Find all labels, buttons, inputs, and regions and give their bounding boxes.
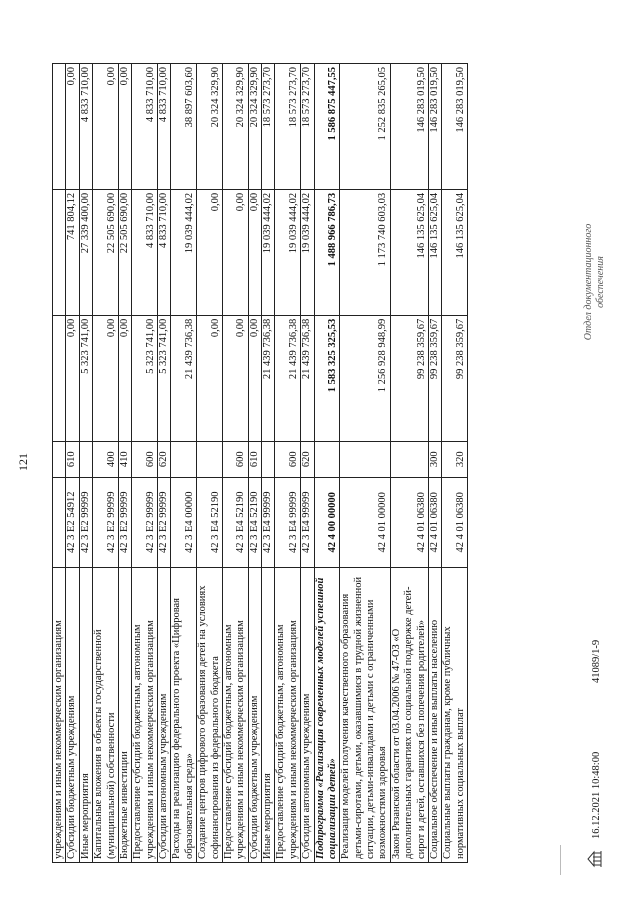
row-code: 42 3 E2 99999 (93, 477, 119, 567)
row-amount-2: 4 833 710,00 (158, 189, 171, 315)
row-name: Закон Рязанской области от 03.04.2006 № 47-ОЗ «О дополнительных гарантиях по социальной поддержке детей-сирот и детей, оставшихся без попечения родителей» (390, 567, 428, 862)
row-code: 42 3 E4 99999 (262, 477, 275, 567)
table-row (275, 64, 301, 863)
row-expense-type: 620 (158, 441, 171, 477)
row-amount-3 (53, 64, 66, 190)
row-name: Бюджетные инвестиции (118, 567, 131, 862)
row-amount-1: 5 323 741,00 (79, 315, 92, 441)
table-row (428, 64, 441, 863)
row-amount-2: 1 488 966 786,73 (314, 189, 340, 315)
row-name: Предоставление субсидий бюджетным, автономным учреждениям и иным некоммерческим организациям (275, 567, 301, 862)
row-amount-3: 1 252 835 265,05 (340, 64, 391, 190)
row-amount-3: 0,00 (118, 64, 131, 190)
row-code: 42 4 01 06380 (428, 477, 441, 567)
footer-date: 16.12.2021 10:48:00 (591, 751, 602, 839)
row-expense-type (314, 441, 340, 477)
row-code: 42 3 E4 99999 (301, 477, 314, 567)
row-name: Подпрограмма «Реализация современных моделей успешной социализации детей» (314, 567, 340, 862)
row-amount-3: 20 324 329,90 (222, 64, 248, 190)
row-amount-3: 18 573 273,70 (262, 64, 275, 190)
row-expense-type: 410 (118, 441, 131, 477)
row-expense-type: 400 (93, 441, 119, 477)
row-expense-type (171, 441, 197, 477)
row-name: учреждениям и иным некоммерческим организациям (53, 567, 66, 862)
row-code (53, 477, 66, 567)
row-code: 42 3 E4 00000 (171, 477, 197, 567)
row-amount-3: 4 833 710,00 (132, 64, 158, 190)
row-code: 42 3 E2 99999 (132, 477, 158, 567)
row-amount-3: 20 324 329,90 (248, 64, 261, 190)
row-name: Социальное обеспечение и иные выплаты населению (428, 567, 441, 862)
row-code: 42 3 E4 52190 (197, 477, 223, 567)
row-name: Иные мероприятия (79, 567, 92, 862)
row-name: Субсидии автономным учреждениям (301, 567, 314, 862)
row-amount-1: 21 439 736,38 (171, 315, 197, 441)
table-row (222, 64, 248, 863)
row-amount-1: 0,00 (222, 315, 248, 441)
row-name: Реализация моделей получения качественного образования детьми-сиротами, детьми, оказавшимися в трудной жизненной ситуации, детьми-инвалидами и детьми с ограниченными возможностями здоровья (340, 567, 391, 862)
emblem-icon (585, 849, 603, 869)
row-amount-3: 4 833 710,00 (79, 64, 92, 190)
row-amount-2: 19 039 444,02 (262, 189, 275, 315)
row-amount-2: 22 505 690,00 (93, 189, 119, 315)
row-amount-2: 4 833 710,00 (132, 189, 158, 315)
row-amount-3: 20 324 329,90 (197, 64, 223, 190)
row-amount-1: 99 238 359,67 (390, 315, 428, 441)
row-name: Иные мероприятия (262, 567, 275, 862)
row-amount-1: 99 238 359,67 (428, 315, 441, 441)
department-stamp (583, 187, 606, 377)
row-code: 42 3 E4 52190 (222, 477, 248, 567)
row-code: 42 3 E4 52190 (248, 477, 261, 567)
table-row (442, 64, 468, 863)
row-expense-type: 600 (222, 441, 248, 477)
row-expense-type: 610 (248, 441, 261, 477)
row-expense-type: 300 (428, 441, 441, 477)
row-name: Социальные выплаты гражданам, кроме публичных нормативных социальных выплат (442, 567, 468, 862)
table-row (340, 64, 391, 863)
row-name: Создание центров цифрового образования детей на условиях софинансирования из федерального бюджета (197, 567, 223, 862)
row-expense-type: 600 (275, 441, 301, 477)
row-amount-2: 146 135 625,04 (442, 189, 468, 315)
row-code: 42 3 E2 54912 (66, 477, 79, 567)
margin-mark (560, 845, 561, 875)
table-row (118, 64, 131, 863)
row-expense-type (53, 441, 66, 477)
row-expense-type: 320 (442, 441, 468, 477)
row-amount-2: 0,00 (197, 189, 223, 315)
row-amount-2: 0,00 (248, 189, 261, 315)
table-row (158, 64, 171, 863)
table-row (390, 64, 428, 863)
row-amount-3: 146 283 019,50 (428, 64, 441, 190)
budget-table-body (53, 64, 468, 863)
row-amount-1: 0,00 (118, 315, 131, 441)
row-code: 42 3 E4 99999 (275, 477, 301, 567)
row-amount-2: 741 804,12 (66, 189, 79, 315)
table-row (197, 64, 223, 863)
budget-table (52, 63, 468, 863)
row-amount-2: 19 039 444,02 (301, 189, 314, 315)
stamp-line-1: Отдел документационного (583, 223, 594, 341)
row-code: 42 4 01 06380 (390, 477, 428, 567)
row-amount-2: 19 039 444,02 (275, 189, 301, 315)
row-amount-2: 0,00 (222, 189, 248, 315)
row-amount-2 (53, 189, 66, 315)
row-expense-type: 600 (132, 441, 158, 477)
row-amount-1: 0,00 (248, 315, 261, 441)
row-amount-3: 18 573 273,70 (275, 64, 301, 190)
row-amount-2: 19 039 444,02 (171, 189, 197, 315)
table-row (248, 64, 261, 863)
row-amount-2: 1 173 740 603,03 (340, 189, 391, 315)
row-amount-3: 4 833 710,00 (158, 64, 171, 190)
row-amount-3: 146 283 019,50 (390, 64, 428, 190)
row-amount-1: 1 583 325 325,53 (314, 315, 340, 441)
row-code: 42 3 E2 99999 (158, 477, 171, 567)
row-amount-1: 0,00 (197, 315, 223, 441)
row-amount-1: 0,00 (66, 315, 79, 441)
table-row (301, 64, 314, 863)
row-code: 42 4 01 06380 (442, 477, 468, 567)
row-amount-3: 38 897 603,60 (171, 64, 197, 190)
row-amount-3: 146 283 019,50 (442, 64, 468, 190)
row-expense-type: 610 (66, 441, 79, 477)
row-code: 42 3 E2 99999 (118, 477, 131, 567)
row-name: Капитальные вложения в объекты государственной (муниципальной) собственности (93, 567, 119, 862)
table-row (93, 64, 119, 863)
page-number: 121 (16, 453, 30, 471)
row-name: Расходы на реализацию федерального проекта «Цифровая образовательная среда» (171, 567, 197, 862)
row-amount-1: 0,00 (93, 315, 119, 441)
table-row (171, 64, 197, 863)
row-expense-type: 620 (301, 441, 314, 477)
row-amount-1: 21 439 736,38 (262, 315, 275, 441)
table-row (79, 64, 92, 863)
table-row (314, 64, 340, 863)
row-name: Субсидии бюджетным учреждениям (66, 567, 79, 862)
row-amount-2: 146 135 625,04 (390, 189, 428, 315)
row-amount-1: 5 323 741,00 (132, 315, 158, 441)
row-name: Предоставление субсидий бюджетным, автономным учреждениям и иным некоммерческим организациям (222, 567, 248, 862)
row-amount-1: 21 439 736,38 (275, 315, 301, 441)
row-expense-type (340, 441, 391, 477)
row-amount-2: 27 339 400,00 (79, 189, 92, 315)
row-amount-1: 1 256 928 948,99 (340, 315, 391, 441)
row-expense-type (390, 441, 428, 477)
row-name: Предоставление субсидий бюджетным, автономным учреждениям и иным некоммерческим организациям (132, 567, 158, 862)
table-row (262, 64, 275, 863)
row-amount-1: 21 439 736,38 (301, 315, 314, 441)
row-amount-2: 22 505 690,00 (118, 189, 131, 315)
row-amount-2: 146 135 625,04 (428, 189, 441, 315)
table-row (66, 64, 79, 863)
row-amount-1: 99 238 359,67 (442, 315, 468, 441)
footer-doc-id: 41089/1-9 (591, 639, 602, 683)
stamp-line-2: обеспечения (594, 256, 606, 308)
row-amount-3: 0,00 (66, 64, 79, 190)
row-expense-type (262, 441, 275, 477)
row-code: 42 3 E2 99999 (79, 477, 92, 567)
row-expense-type (79, 441, 92, 477)
row-amount-3: 1 586 875 447,55 (314, 64, 340, 190)
row-amount-1 (53, 315, 66, 441)
row-expense-type (197, 441, 223, 477)
row-name: Субсидии автономным учреждениям (158, 567, 171, 862)
row-amount-3: 0,00 (93, 64, 119, 190)
row-amount-1: 5 323 741,00 (158, 315, 171, 441)
row-amount-3: 18 573 273,70 (301, 64, 314, 190)
row-name: Субсидии бюджетным учреждениям (248, 567, 261, 862)
table-row (132, 64, 158, 863)
row-code: 42 4 00 00000 (314, 477, 340, 567)
row-code: 42 4 01 00000 (340, 477, 391, 567)
table-row (53, 64, 66, 863)
